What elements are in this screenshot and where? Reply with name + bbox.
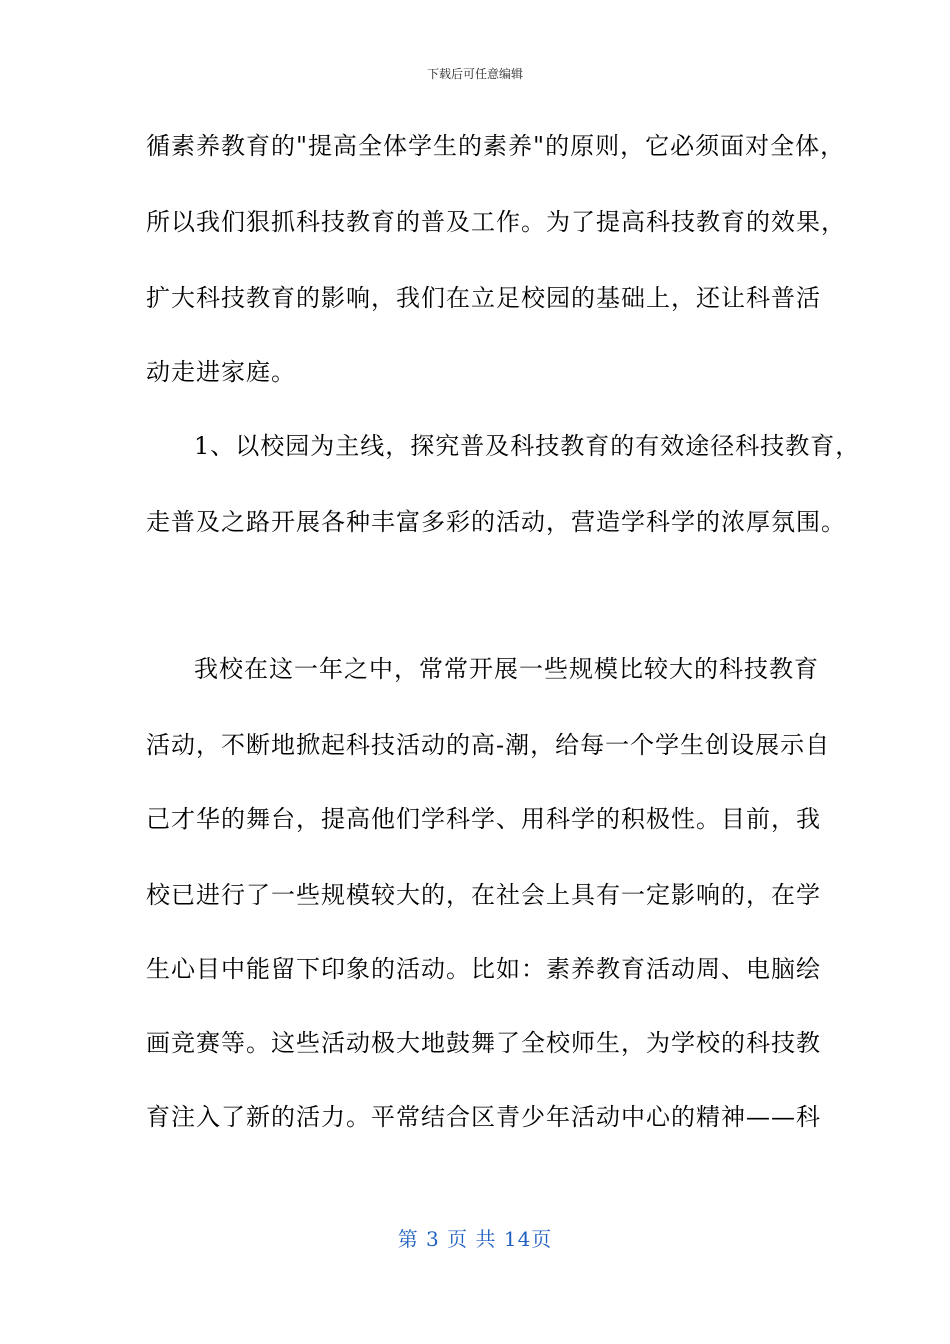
text-line: 走普及之路开展各种丰富多彩的活动，营造学科学的浓厚氛围。 bbox=[146, 508, 846, 536]
text-line: 所以我们狠抓科技教育的普及工作。为了提高科技教育的效果， bbox=[146, 208, 846, 236]
text-line: 我校在这一年之中，常常开展一些规模比较大的科技教育 bbox=[194, 655, 819, 683]
page-number-footer: 第 3 页 共 14页 bbox=[397, 1227, 553, 1251]
page-header: 下载后可任意编辑 bbox=[426, 67, 523, 81]
text-line: 动走进家庭。 bbox=[146, 358, 296, 386]
text-line: 1、以校园为主线，探究普及科技教育的有效途径科技教育， bbox=[194, 432, 861, 460]
text-line: 育注入了新的活力。平常结合区青少年活动中心的精神——科 bbox=[146, 1103, 821, 1131]
text-line: 画竞赛等。这些活动极大地鼓舞了全校师生，为学校的科技教 bbox=[146, 1029, 821, 1057]
text-line: 扩大科技教育的影响，我们在立足校园的基础上，还让科普活 bbox=[146, 284, 821, 312]
text-line: 循素养教育的"提高全体学生的素养"的原则，它必须面对全体， bbox=[146, 132, 846, 160]
text-line: 己才华的舞台，提高他们学科学、用科学的积极性。目前，我 bbox=[146, 805, 821, 833]
text-line: 生心目中能留下印象的活动。比如：素养教育活动周、电脑绘 bbox=[146, 955, 821, 983]
text-line: 活动，不断地掀起科技活动的高-潮，给每一个学生创设展示自 bbox=[146, 731, 831, 759]
text-line: 校已进行了一些规模较大的，在社会上具有一定影响的，在学 bbox=[146, 881, 821, 909]
